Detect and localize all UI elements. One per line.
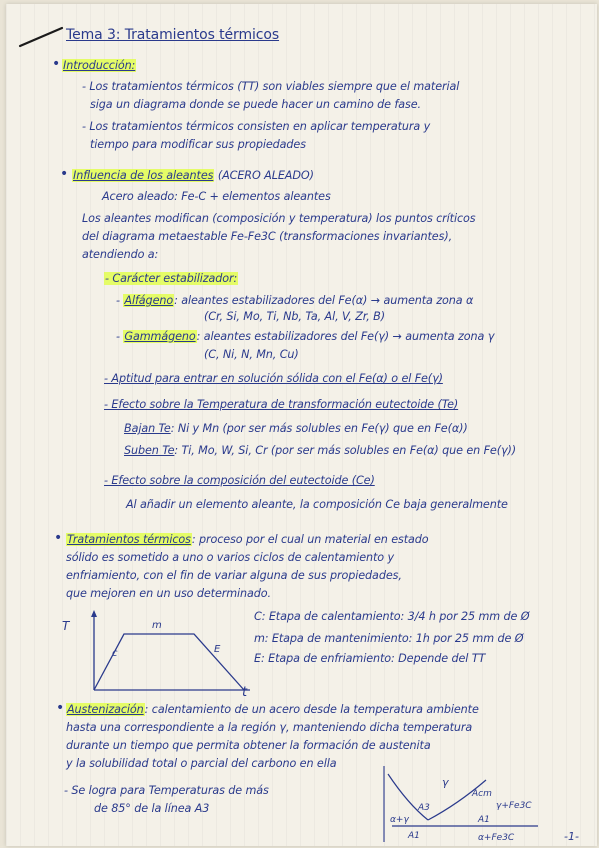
diagram-a1: A1 xyxy=(408,831,420,841)
phase-diagram-sketch xyxy=(378,764,550,844)
notebook-page xyxy=(6,4,597,846)
bullet-icon: • xyxy=(52,56,61,72)
alloys-line: atendiendo a: xyxy=(82,248,159,261)
tt-line: enfriamiento, con el fin de variar alguna de sus propiedades, xyxy=(66,569,402,582)
diagram-a1: A1 xyxy=(478,815,490,825)
tt-line: sólido es sometido a uno o varios ciclos de calentamiento y xyxy=(66,551,395,564)
alloys-heading: Influencia de los aleantes (ACERO ALEADO) xyxy=(73,169,314,182)
graph-label-c: c xyxy=(112,648,118,659)
page-number: -1- xyxy=(564,830,579,843)
tt-line: Tratamientos térmicos: proceso por el cual un material en estado xyxy=(67,533,429,546)
aust-heading: Austenización xyxy=(67,703,144,716)
efecto-te-line: - Efecto sobre la Temperatura de transformación eutectoide (Te) xyxy=(104,398,459,411)
diagram-alpha-gamma: α+γ xyxy=(390,815,409,825)
aust-temp-line: - Se logra para Temperaturas de más xyxy=(64,784,269,797)
graph-axis-x: t xyxy=(242,685,248,698)
diagram-acm: Acm xyxy=(472,789,492,799)
intro-line: siga un diagrama donde se puede hacer un camino de fase. xyxy=(90,98,421,111)
intro-line: - Los tratamientos térmicos consisten en aplicar temperatura y xyxy=(82,120,431,133)
bullet-icon: • xyxy=(56,700,65,716)
alloys-line: del diagrama metaestable Fe-Fe3C (transformaciones invariantes), xyxy=(82,230,453,243)
intro-heading: Introducción: xyxy=(63,59,136,72)
alfageno-elements: (Cr, Si, Mo, Ti, Nb, Ta, Al, V, Zr, B) xyxy=(204,310,385,323)
bajan-line: Bajan Te: Ni y Mn (por ser más solubles en Fe(γ) que en Fe(α)) xyxy=(124,422,468,435)
suben-line: Suben Te: Ti, Mo, W, Si, Cr (por ser más solubles en Fe(α) que en Fe(γ)) xyxy=(124,444,517,457)
gammageno-elements: (C, Ni, N, Mn, Cu) xyxy=(204,348,299,361)
diagram-a3: A3 xyxy=(418,803,430,813)
efecto-comp-text: Al añadir un elemento aleante, la composición Ce baja generalmente xyxy=(126,498,508,511)
tt-legend-m: m: Etapa de mantenimiento: 1h por 25 mm de Ø xyxy=(254,632,524,645)
alloys-line: Los aleantes modifican (composición y temperatura) los puntos críticos xyxy=(82,212,476,225)
diagram-gamma-fe3c: γ+Fe3C xyxy=(496,801,532,811)
graph-label-m: m xyxy=(152,620,162,631)
aust-line: hasta una correspondiente a la región γ, manteniendo dicha temperatura xyxy=(66,721,473,734)
intro-line: tiempo para modificar sus propiedades xyxy=(90,138,306,151)
aptitud-line: - Aptitud para entrar en solución sólida con el Fe(α) o el Fe(γ) xyxy=(104,372,443,385)
graph-axis-y: T xyxy=(62,619,70,633)
alloys-line: Acero aleado: Fe-C + elementos aleantes xyxy=(102,190,331,203)
tt-heading: Tratamientos térmicos xyxy=(67,533,191,546)
tt-legend-c: C: Etapa de calentamiento: 3/4 h por 25 mm de Ø xyxy=(254,610,530,623)
aust-temp-line: de 85° de la línea A3 xyxy=(94,802,210,815)
bullet-icon: • xyxy=(54,530,63,546)
diagram-gamma: γ xyxy=(442,776,449,789)
diagram-alpha-fe3c: α+Fe3C xyxy=(478,833,515,843)
title-margin-stroke xyxy=(16,22,66,52)
intro-line: - Los tratamientos térmicos (TT) son viables siempre que el material xyxy=(82,80,460,93)
aust-line: y la solubilidad total o parcial del carbono en ella xyxy=(66,757,337,770)
bullet-icon: • xyxy=(60,166,69,182)
caracter-label: - Carácter estabilizador: xyxy=(105,272,238,285)
aust-line: Austenización: calentamiento de un acero desde la temperatura ambiente xyxy=(67,703,479,716)
graph-label-e: E xyxy=(214,644,221,655)
alfageno-line: - Alfágeno: aleantes estabilizadores del Fe(α) → aumenta zona α xyxy=(116,294,474,307)
heat-treatment-graph xyxy=(54,606,254,698)
efecto-comp-line: - Efecto sobre la composición del eutectoide (Ce) xyxy=(104,474,375,487)
tt-legend-e: E: Etapa de enfriamiento: Depende del TT xyxy=(254,652,486,665)
gammageno-line: - Gammágeno: aleantes estabilizadores del Fe(γ) → aumenta zona γ xyxy=(116,330,495,343)
tt-line: que mejoren en un uso determinado. xyxy=(66,587,271,600)
aust-line: durante un tiempo que permita obtener la formación de austenita xyxy=(66,739,431,752)
page-title: Tema 3: Tratamientos térmicos xyxy=(66,27,280,43)
